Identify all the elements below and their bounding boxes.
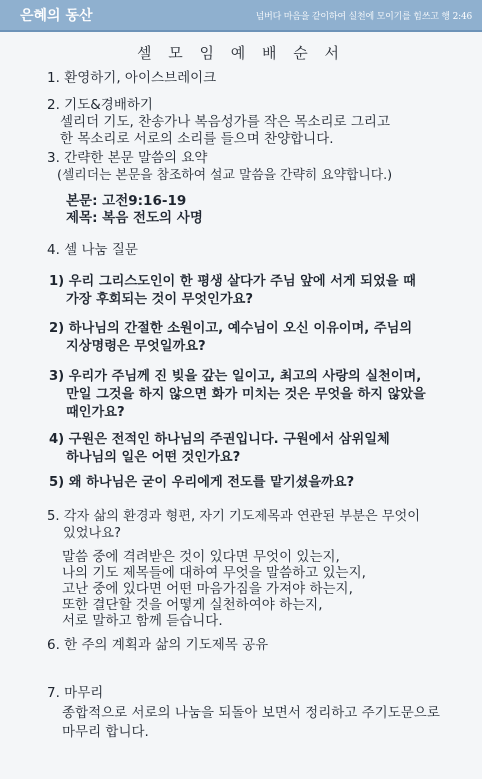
item-sharing-heading: 4. 셀 나눔 질문: [47, 242, 138, 258]
item-closing-text: [62, 704, 440, 742]
question-line: 때인가요?: [66, 405, 125, 420]
question-line: 2) 하나님의 간절한 소원이고, 예수님이 오신 이유이며, 주님의: [49, 321, 413, 336]
item-closing-heading: 7. 마무리: [47, 685, 104, 701]
item-prayer-text: [60, 114, 390, 148]
church-name: 은혜의 동산: [20, 8, 93, 24]
life-heading-line: 있었나요?: [63, 526, 121, 541]
question-line: 지상명령은 무엇일까요?: [66, 339, 206, 354]
page-title: 셀 모 임 예 배 순 서: [136, 44, 346, 62]
life-heading-line: 5. 각자 삶의 환경과 형편, 자기 기도제목과 연관된 부분은 무엇이: [47, 509, 420, 524]
question-line: 하나님의 일은 어떤 것인가요?: [66, 450, 241, 465]
item-plans: 6. 한 주의 계획과 삶의 기도제목 공유: [47, 637, 269, 653]
question-line: 만일 그것을 하지 않으면 화가 미치는 것은 무엇을 하지 않았을: [66, 387, 426, 402]
summary-note: (셀리더는 본문을 참조하여 설교 말씀을 간략히 요약합니다.): [57, 168, 393, 183]
question-4: [49, 431, 470, 467]
header-verse: 넘버다 마음을 같이하여 실천에 모이기를 힘쓰고 행 2:46: [255, 12, 472, 22]
closing-line: 마무리 합니다.: [62, 724, 149, 740]
item-summary-heading: 3. 간략한 본문 말씀의 요약: [47, 150, 208, 166]
question-line: 4) 구원은 전적인 하나님의 주권입니다. 구원에서 삼위일체: [49, 432, 390, 447]
prayer-line: 셀리더 기도, 찬송가나 복음성가를 작은 목소리로 그리고: [60, 114, 390, 130]
question-5: [49, 474, 470, 492]
header-bar: [0, 0, 482, 32]
life-line: 서로 말하고 함께 듣습니다.: [62, 613, 223, 629]
question-line: 가장 후회되는 것이 무엇인가요?: [66, 292, 254, 307]
question-line: 1) 우리 그리스도인이 한 평생 살다가 주님 앞에 서게 되었을 때: [49, 274, 416, 289]
question-1: [49, 273, 470, 309]
question-2: [49, 320, 470, 356]
closing-line: 종합적으로 서로의 나눔을 되돌아 보면서 정리하고 주기도문으로: [62, 705, 440, 721]
life-line: 고난 중에 있다면 어떤 마음가짐을 가져야 하는지,: [62, 581, 353, 597]
question-line: 3) 우리가 주님께 진 빚을 갚는 일이고, 최고의 사랑의 실천이며,: [49, 369, 422, 384]
life-line: 말씀 중에 격려받은 것이 있다면 무엇이 있는지,: [62, 549, 340, 565]
item-life-heading: [47, 508, 420, 542]
item-prayer-heading: 2. 기도&경배하기: [47, 97, 153, 113]
question-line: 5) 왜 하나님은 굳이 우리에게 전도를 맡기셨을까요?: [49, 475, 355, 490]
item-life-text: [62, 549, 366, 629]
life-line: 또한 결단할 것을 어떻게 실천하여야 하는지,: [62, 597, 323, 613]
summary-passage: 본문: 고전9:16-19: [66, 193, 187, 209]
question-3: [49, 368, 470, 422]
item-welcome: 1. 환영하기, 아이스브레이크: [47, 70, 217, 86]
summary-subject: 제목: 복음 전도의 사명: [66, 210, 203, 226]
prayer-line: 한 목소리로 서로의 소리를 들으며 찬양합니다.: [60, 131, 334, 147]
life-line: 나의 기도 제목들에 대하여 무엇을 말씀하고 있는지,: [62, 565, 366, 581]
